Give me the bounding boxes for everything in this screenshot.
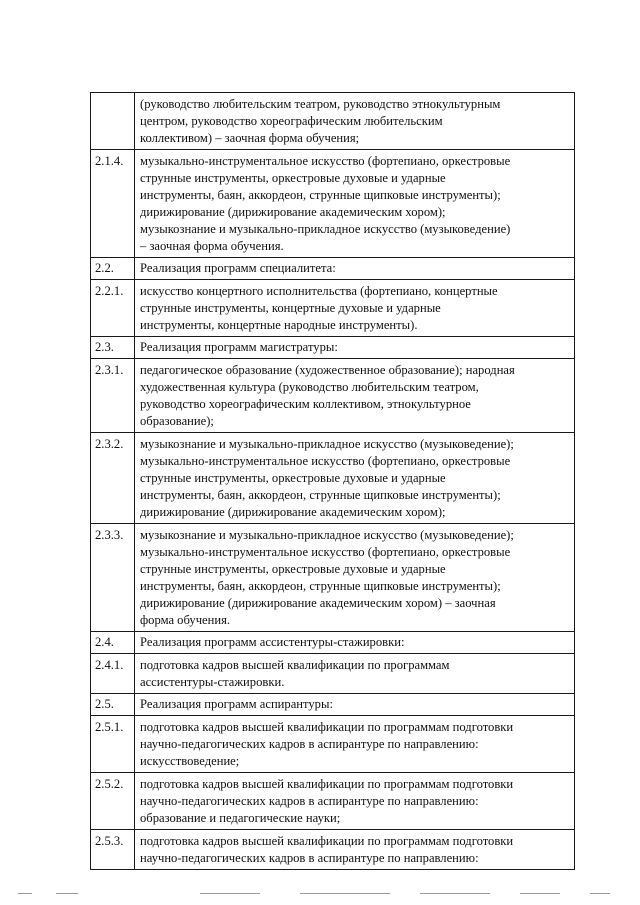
row-line: научно-педагогических кадров в аспирантуре по направлению:: [140, 737, 479, 751]
row-number: 2.3.1.: [91, 359, 135, 433]
scan-mark: [590, 893, 610, 894]
row-text: [135, 150, 575, 258]
table-row: [91, 258, 575, 280]
row-text: [135, 280, 575, 337]
row-text: [135, 716, 575, 773]
row-line: музыкознание и музыкально-прикладное искусство (музыковедение);: [140, 437, 514, 451]
row-number: 2.3.3.: [91, 524, 135, 632]
row-line: инструменты, баян, аккордеон, струнные щипковые инструменты);: [140, 188, 501, 202]
row-line: струнные инструменты, оркестровые духовые и ударные: [140, 562, 446, 576]
row-number: 2.1.4.: [91, 150, 135, 258]
row-text: [135, 773, 575, 830]
row-line: музыкально-инструментальное искусство (фортепиано, оркестровые: [140, 154, 511, 168]
table-row: [91, 337, 575, 359]
row-line: искусствоведение;: [140, 754, 240, 768]
row-number: 2.5.3.: [91, 830, 135, 870]
row-line: научно-педагогических кадров в аспирантуре по направлению:: [140, 851, 479, 865]
row-line: образование и педагогические науки;: [140, 811, 341, 825]
row-line: струнные инструменты, оркестровые духовые и ударные: [140, 471, 446, 485]
row-line: струнные инструменты, оркестровые духовые и ударные: [140, 171, 446, 185]
row-line: Реализация программ аспирантуры:: [140, 697, 333, 711]
row-number: 2.3.: [91, 337, 135, 359]
row-line: дирижирование (дирижирование академическим хором);: [140, 205, 446, 219]
table-row: [91, 359, 575, 433]
row-text: [135, 93, 575, 150]
row-line: художественная культура (руководство любительским театром,: [140, 380, 479, 394]
row-line: музыкознание и музыкально-прикладное искусство (музыковедение): [140, 222, 511, 236]
table-row: [91, 830, 575, 870]
row-number: 2.5.2.: [91, 773, 135, 830]
scan-mark: [300, 893, 390, 894]
row-line: научно-педагогических кадров в аспирантуре по направлению:: [140, 794, 479, 808]
row-text: [135, 830, 575, 870]
row-line: руководство хореографическим коллективом, этнокультурное: [140, 397, 471, 411]
row-text: [135, 654, 575, 694]
row-line: Реализация программ специалитета:: [140, 261, 336, 275]
row-line: коллективом) – заочная форма обучения;: [140, 131, 360, 145]
row-line: музыкознание и музыкально-прикладное искусство (музыковедение);: [140, 528, 514, 542]
row-line: центром, руководство хореографическим любительским: [140, 114, 443, 128]
table-row: [91, 632, 575, 654]
row-text: [135, 359, 575, 433]
table-row: [91, 524, 575, 632]
scan-mark: [56, 893, 78, 894]
row-line: инструменты, баян, аккордеон, струнные щипковые инструменты);: [140, 488, 501, 502]
table-row: [91, 150, 575, 258]
row-line: музыкально-инструментальное искусство (фортепиано, оркестровые: [140, 454, 511, 468]
programs-table: [90, 92, 575, 870]
row-text: [135, 524, 575, 632]
table-row: [91, 716, 575, 773]
row-line: – заочная форма обучения.: [140, 239, 284, 253]
row-number: 2.5.: [91, 694, 135, 716]
row-number: 2.4.1.: [91, 654, 135, 694]
row-line: музыкально-инструментальное искусство (фортепиано, оркестровые: [140, 545, 511, 559]
row-number: 2.2.: [91, 258, 135, 280]
row-number: 2.3.2.: [91, 433, 135, 524]
table-row: [91, 433, 575, 524]
row-line: Реализация программ магистратуры:: [140, 340, 338, 354]
row-line: инструменты, баян, аккордеон, струнные щипковые инструменты);: [140, 579, 501, 593]
table-row: [91, 773, 575, 830]
row-line: ассистентуры-стажировки.: [140, 675, 285, 689]
row-line: подготовка кадров высшей квалификации по программам подготовки: [140, 777, 514, 791]
row-line: педагогическое образование (художественное образование); народная: [140, 363, 515, 377]
row-line: образование);: [140, 414, 214, 428]
row-text: [135, 433, 575, 524]
row-line: форма обучения.: [140, 613, 231, 627]
row-line: искусство концертного исполнительства (фортепиано, концертные: [140, 284, 498, 298]
row-text: [135, 694, 575, 716]
table-row: [91, 93, 575, 150]
row-number: 2.4.: [91, 632, 135, 654]
row-line: дирижирование (дирижирование академическим хором) – заочная: [140, 596, 496, 610]
row-number: [91, 93, 135, 150]
scan-mark: [520, 893, 560, 894]
scan-artifact-marks: [0, 893, 640, 899]
row-number: 2.2.1.: [91, 280, 135, 337]
row-text: [135, 337, 575, 359]
table-row: [91, 280, 575, 337]
table-row: [91, 694, 575, 716]
row-line: подготовка кадров высшей квалификации по программам подготовки: [140, 834, 514, 848]
row-number: 2.5.1.: [91, 716, 135, 773]
row-line: Реализация программ ассистентуры-стажировки:: [140, 635, 405, 649]
row-line: дирижирование (дирижирование академическим хором);: [140, 505, 446, 519]
row-line: подготовка кадров высшей квалификации по программам подготовки: [140, 720, 514, 734]
row-line: струнные инструменты, концертные духовые и ударные: [140, 301, 441, 315]
row-text: [135, 632, 575, 654]
scan-mark: [200, 893, 260, 894]
row-text: [135, 258, 575, 280]
row-line: подготовка кадров высшей квалификации по программам: [140, 658, 450, 672]
row-line: (руководство любительским театром, руководство этнокультурным: [140, 97, 501, 111]
table-row: [91, 654, 575, 694]
scan-mark: [18, 893, 32, 894]
scan-mark: [420, 893, 490, 894]
row-line: инструменты, концертные народные инструменты).: [140, 318, 418, 332]
